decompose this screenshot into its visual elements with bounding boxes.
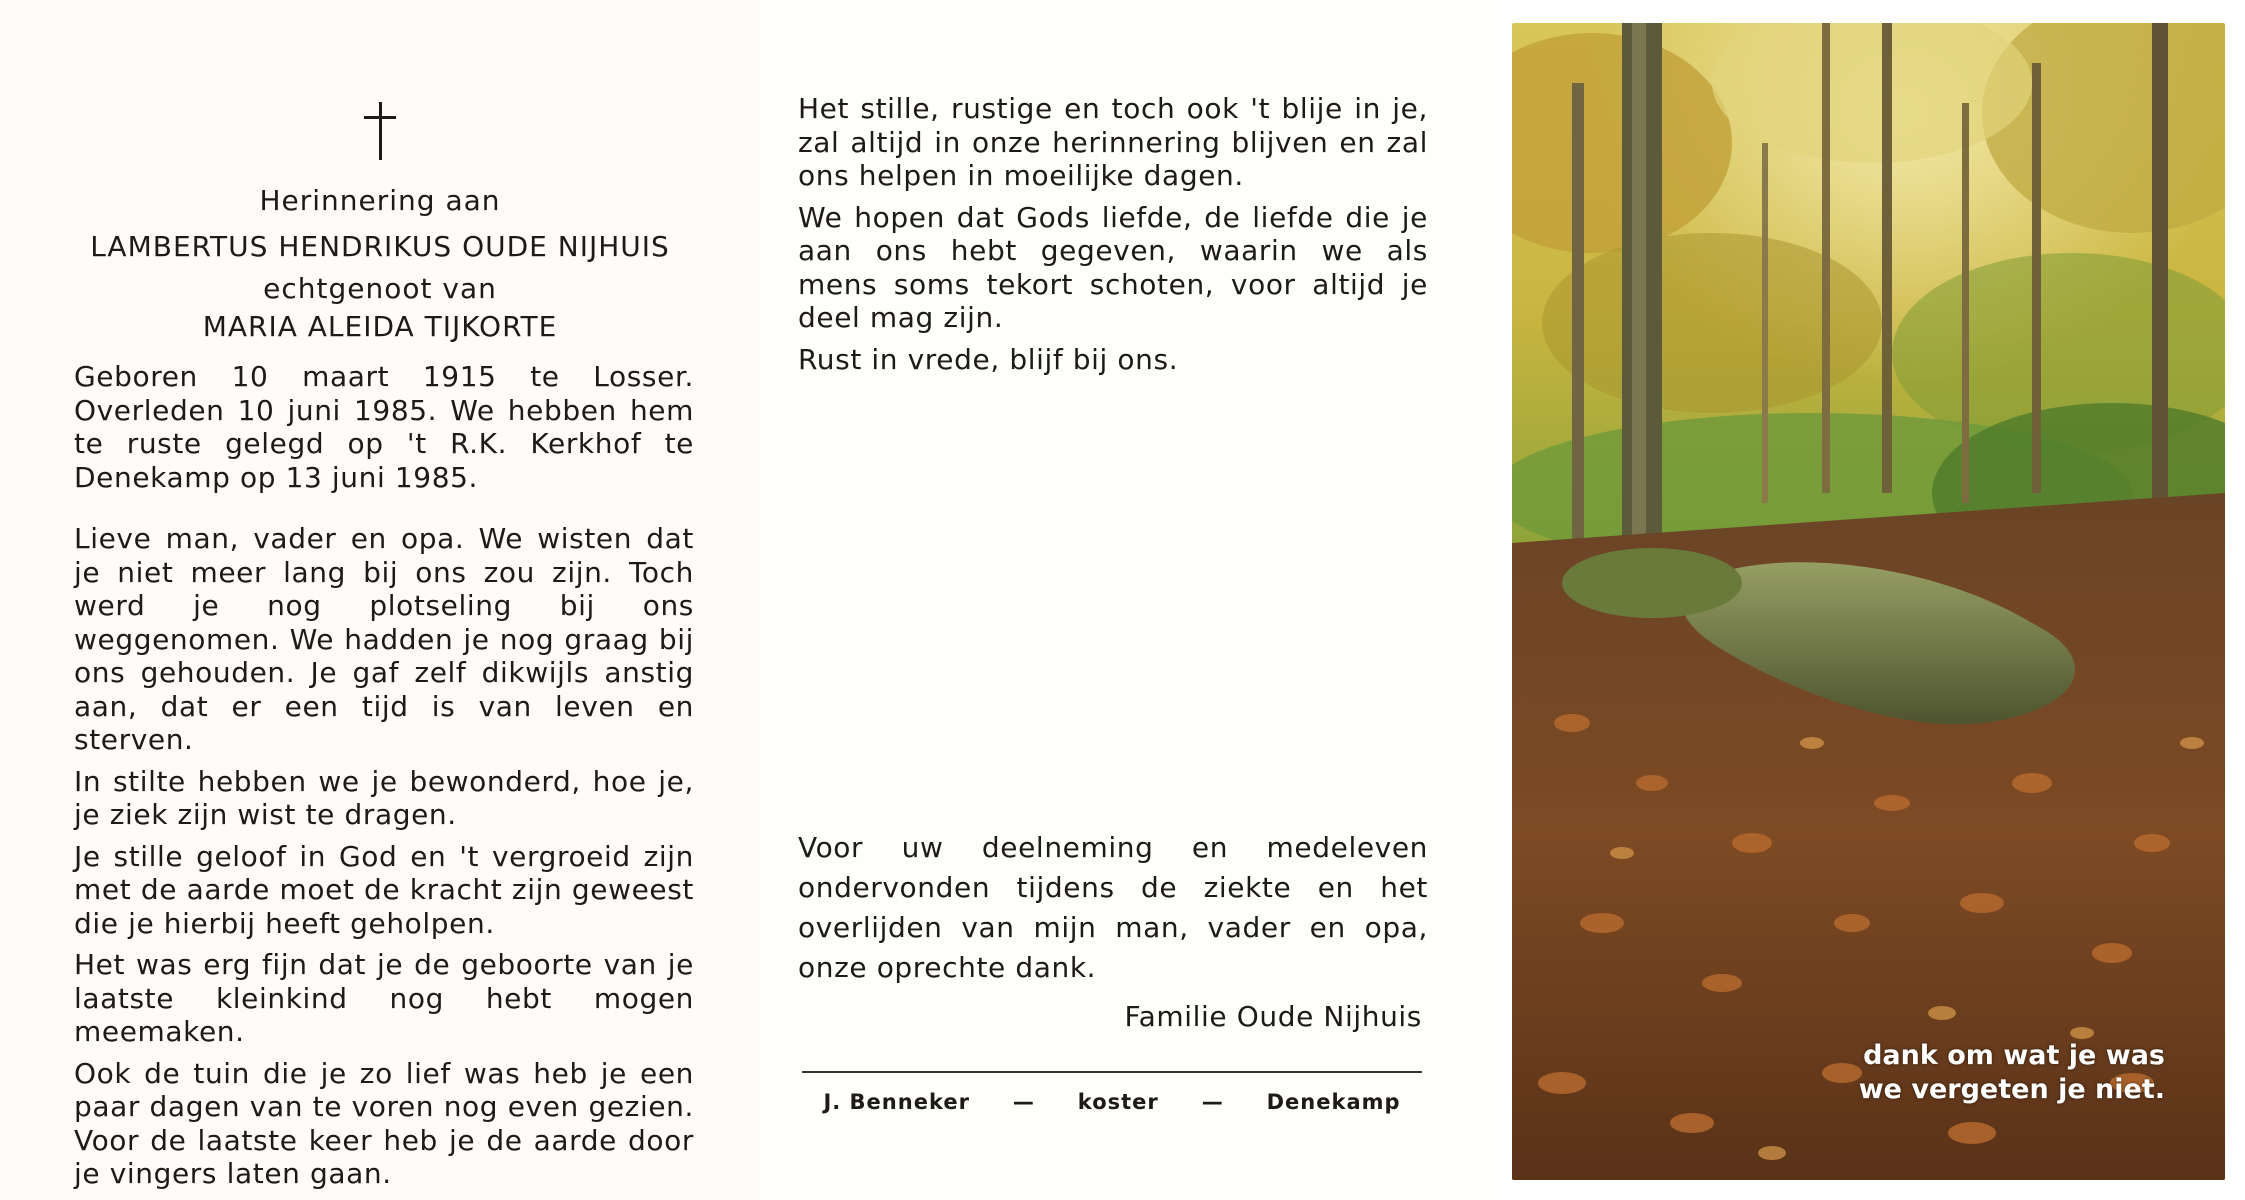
biography-text: [74, 360, 694, 1199]
remembrance-heading: Herinnering aan: [259, 184, 501, 217]
memorial-paragraph: Ook de tuin die je zo lief was heb je een paar dagen van te voren nog even gezien. Voor de laatste keer heb je de aarde door je vingers laten gaan.: [74, 1056, 694, 1190]
printer-place: Denekamp: [1266, 1090, 1401, 1114]
autumn-forest-photo: [1512, 23, 2225, 1180]
thanks-text: Voor uw deelneming en medeleven ondervonden tijdens de ziekte en het overlijden van mijn man, vader en opa, onze oprechte dank.: [798, 831, 1428, 984]
memorial-middle-page: [760, 0, 1500, 1200]
memorial-paragraph: Lieve man, vader en opa. We wisten dat je niet meer lang bij ons zou zijn. Toch werd je nog plotseling bij ons weggenomen. We hadden je nog graag bij ons gehouden. Je gaf zelf dikwijls anstig aan, dat er een tijd is van leven en sterven.: [74, 522, 694, 756]
memorial-left-page: [0, 0, 760, 1200]
photo-caption: [1859, 1039, 2165, 1107]
farewell-text: [798, 92, 1428, 384]
farewell-paragraph: Rust in vrede, blijf bij ons.: [798, 342, 1179, 376]
farewell-paragraph: Het stille, rustige en toch ook 't blije in je, zal altijd in onze herinnering blijven en zal ons helpen in moeilijke dagen.: [798, 92, 1428, 192]
caption-line: dank om wat je was: [1863, 1040, 2165, 1071]
spouse-name: MARIA ALEIDA TIJKORTE: [202, 310, 558, 343]
memorial-photo-page: [1500, 0, 2245, 1200]
printer-dash: —: [1201, 1090, 1224, 1114]
divider: [802, 1071, 1422, 1073]
birth-death-paragraph: Geboren 10 maart 1915 te Losser. Overleden 10 juni 1985. We hebben hem te ruste gelegd op 't R.K. Kerkhof te Denekamp op 13 juni 1985.: [74, 360, 694, 494]
spouse-relation: echtgenoot van: [263, 272, 497, 305]
printer-dash: —: [1012, 1090, 1035, 1114]
printer-role: koster: [1077, 1090, 1159, 1114]
farewell-paragraph: We hopen dat Gods liefde, de liefde die je aan ons hebt gegeven, waarin we als mens soms tekort schoten, voor altijd je deel mag zijn.: [798, 200, 1428, 334]
family-signature: Familie Oude Nijhuis: [1124, 1000, 1422, 1033]
cross-icon: [362, 102, 398, 160]
forest-illustration: [1512, 23, 2225, 1180]
caption-line: we vergeten je niet.: [1858, 1074, 2165, 1105]
memorial-paragraph: Je stille geloof in God en 't vergroeid zijn met de aarde moet de kracht zijn geweest die je hierbij heeft geholpen.: [74, 839, 694, 940]
memorial-paragraph: Het was erg fijn dat je de geboorte van je laatste kleinkind nog hebt mogen meemaken.: [74, 948, 694, 1048]
memorial-paragraph: In stilte hebben we je bewonderd, hoe je, je ziek zijn wist te dragen.: [74, 764, 694, 831]
deceased-name: LAMBERTUS HENDRIKUS OUDE NIJHUIS: [90, 230, 670, 263]
printer-name: J. Benneker: [823, 1090, 970, 1114]
printer-credit: [802, 1090, 1422, 1114]
